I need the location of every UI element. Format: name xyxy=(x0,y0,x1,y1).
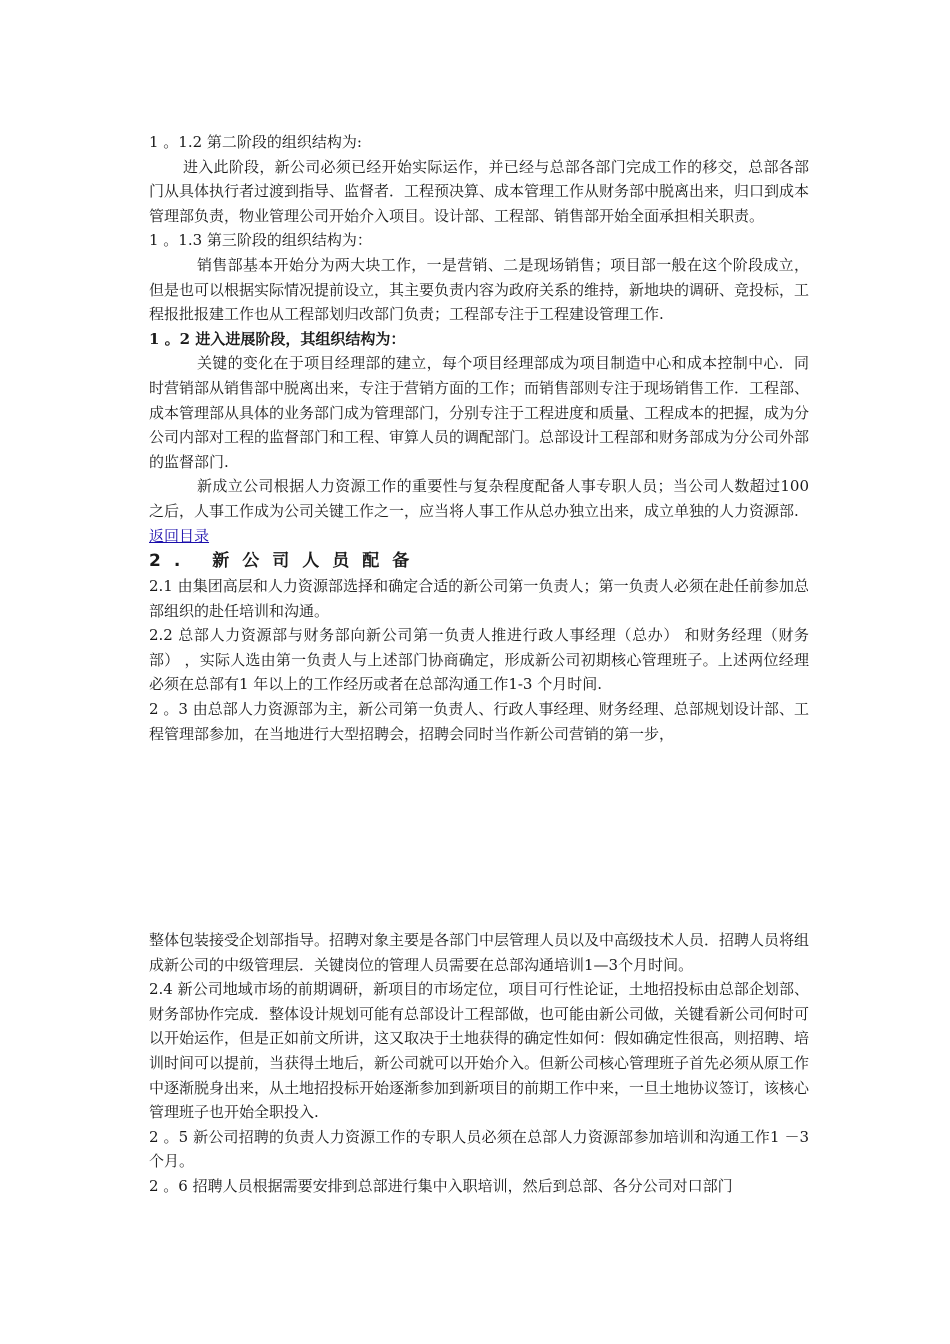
paragraph-1-1-3: 销售部基本开始分为两大块工作，一是营销、二是现场销售；项目部一般在这个阶段成立，但是也可以根据实际情况提前设立，其主要负责内容为政府关系的维持，新地块的调研、竞投标，工程报批报建工作也从工程部划归改部门负责；工程部专注于工程建设管理工作. xyxy=(149,255,810,324)
paragraph-2-1: 2.1 由集团高层和人力资源部选择和确定合适的新公司第一负责人；第一负责人必须在赴任前参加总部组织的赴任培训和沟通。 xyxy=(149,577,809,620)
paragraph-1-2-a: 关键的变化在于项目经理部的建立，每个项目经理部成为项目制造中心和成本控制中心．同时营销部从销售部中脱离出来，专注于营销方面的工作；而销售部则专注于现场销售工作．工程部、成本管理部从具体的业务部门成为管理部门，分别专注于工程进度和质量、工程成本的把握，成为分公司内部对工程的监督部门和工程、审算人员的调配部门。总部设计工程部和财务部成为分公司外部的监督部门. xyxy=(149,354,810,471)
heading-1-1-2: 1 。1.2 第二阶段的组织结构为: xyxy=(149,133,362,151)
paragraph-2-3-continued: 整体包装接受企划部指导。招聘对象主要是各部门中层管理人员以及中高级技术人员．招聘人员将组成新公司的中级管理层．关键岗位的管理人员需要在总部沟通培训1—3个月时间。 xyxy=(149,931,810,974)
heading-2: 2. 新公司人员配备 xyxy=(149,551,423,572)
paragraph-2-4: 2.4 新公司地域市场的前期调研，新项目的市场定位，项目可行性论证，土地招投标由总部企划部、财务部协作完成．整体设计规划可能有总部设计工程部做，也可能由新公司做，关键看新公司何时可以开始运作，但是正如前文所讲，这又取决于土地获得的确定性如何：假如确定性很高，则招聘、培训时间可以提前，当获得土地后，新公司就可以开始介入。但新公司核心管理班子首先必须从原工作中逐渐脱身出来，从土地招投标开始逐渐参加到新项目的前期工作中来，一旦土地协议签订，该核心管理班子也开始全职投入. xyxy=(149,980,810,1122)
paragraph-2-5: 2 。5 新公司招聘的负责人力资源工作的专职人员必须在总部人力资源部参加培训和沟通工作1 －3 个月。 xyxy=(149,1127,809,1171)
paragraph-2-6: 2 。6 招聘人员根据需要安排到总部进行集中入职培训，然后到总部、各分公司对口部门 xyxy=(149,1176,733,1195)
heading-1-2: 1 。2 进入进展阶段，其组织结构为： xyxy=(149,329,406,348)
heading-1-1-3: 1 。1.3 第三阶段的组织结构为： xyxy=(149,231,372,250)
paragraph-2-2: 2.2 总部人力资源部与财务部向新公司第一负责人推进行政人事经理（总办） 和财务经理（财务部） ，实际人选由第一负责人与上述部门协商确定，形成新公司初期核心管理班子。上述两位经理必须在总部有1 年以上的工作经历或者在总部沟通工作1-3 个月时间. xyxy=(149,626,809,694)
section-upper xyxy=(149,130,809,746)
back-to-toc-link[interactable]: 返回目录 xyxy=(149,526,210,545)
paragraph-2-3: 2 。3 由总部人力资源部为主，新公司第一负责人、行政人事经理、财务经理、总部规划设计部、工程管理部参加，在当地进行大型招聘会，招聘会同时当作新公司营销的第一步， xyxy=(149,700,809,743)
section-lower xyxy=(149,928,809,1199)
paragraph-1-2-b: 新成立公司根据人力资源工作的重要性与复杂程度配备人事专职人员；当公司人数超过100 之后，人事工作成为公司关键工作之一，应当将人事工作从总办独立出来，成立单独的人力资源部. xyxy=(149,477,809,520)
paragraph-1-1-2: 进入此阶段，新公司必须已经开始实际运作，并已经与总部各部门完成工作的移交，总部各部门从具体执行者过渡到指导、监督者．工程预决算、成本管理工作从财务部中脱离出来，归口到成本管理部负责，物业管理公司开始介入项目。设计部、工程部、销售部开始全面承担相关职责。 xyxy=(149,157,810,225)
